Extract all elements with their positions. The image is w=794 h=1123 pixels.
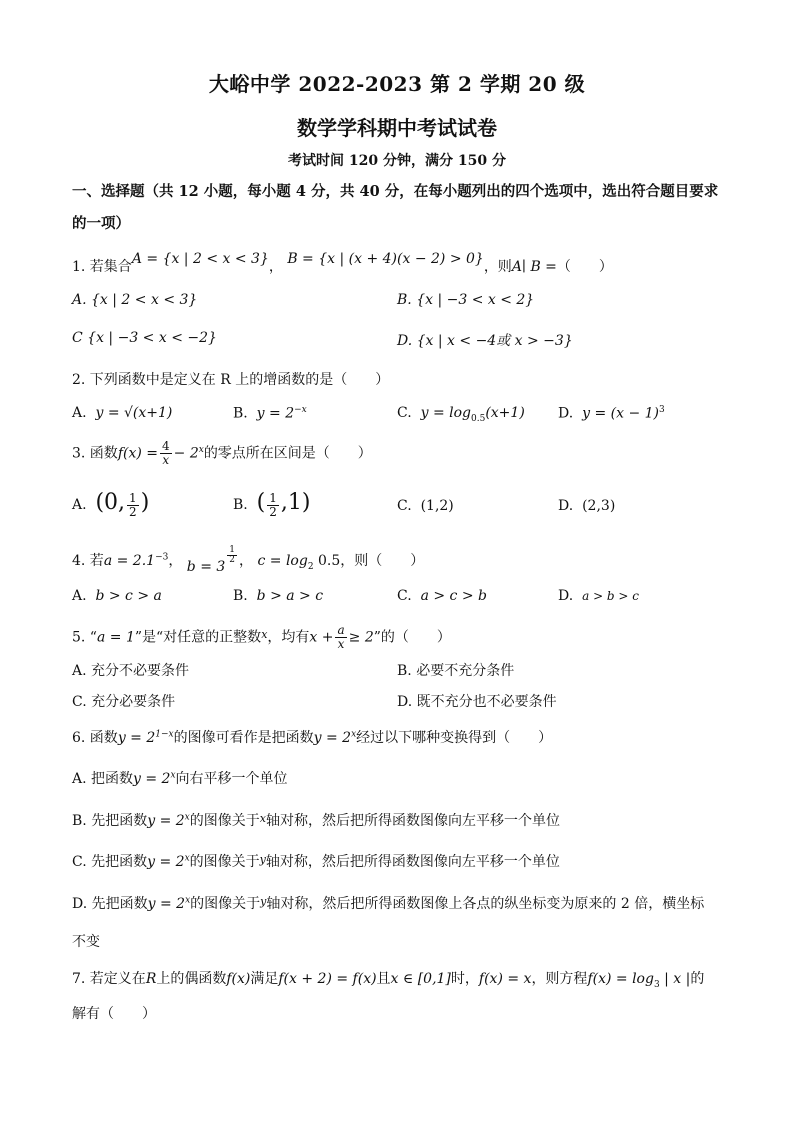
q3-a-den: 2 (129, 504, 137, 519)
q6-f2-exp: x (351, 729, 357, 740)
q6-c-fn: y = 2 (147, 854, 185, 870)
q5-option-b: B. 必要不充分条件 (397, 663, 515, 679)
q4-option-b (233, 588, 323, 604)
q1-option-c: C {x | −3 < x < −2} (72, 330, 217, 346)
q6-b-fn-exp: x (184, 812, 190, 823)
q4-c-label: C. (397, 588, 412, 604)
q7-suffix: 的 (690, 971, 705, 987)
q1-option-a: A. {x | 2 < x < 3} (72, 292, 198, 308)
q4-d-label: D. (558, 588, 574, 604)
q5-ineq-pre: x + (309, 629, 334, 646)
q3-option-b (233, 490, 310, 519)
q6-c-axis: y (259, 853, 266, 866)
question-2: 2. 下列函数中是定义在 R 上的增函数的是（ ） (72, 372, 390, 388)
q7-eq1: f(x + 2) = f(x) (278, 971, 377, 987)
q3-c-expr: (1,2) (420, 498, 454, 514)
question-1 (72, 251, 613, 276)
q6-d-fn-exp: x (185, 895, 191, 906)
q3-option-a (72, 490, 149, 519)
q2-option-c (397, 405, 525, 424)
q6-b-pre: B. 先把函数 (72, 813, 148, 829)
question-3 (72, 440, 372, 467)
q6-b-tail: 轴对称，然后把所得函数图像向左平移一个单位 (265, 813, 560, 829)
q3-a-close: ) (140, 490, 150, 515)
q7-mid4: 时， (450, 971, 479, 987)
q1-paren: （ ） (556, 259, 613, 275)
q5-fraction (335, 624, 346, 651)
q4-a-expr: b > c > a (95, 588, 162, 604)
q4-d-expr: a > b > c (582, 589, 640, 603)
q5-den: x (337, 637, 345, 651)
q6-c-pre: C. 先把函数 (72, 854, 148, 870)
q4-c-sub: 2 (307, 561, 314, 572)
q7-cond: x ∈ [0,1] (390, 971, 451, 987)
q7-eq3-tail: | x | (659, 971, 691, 987)
q4-b-num: 1 (229, 544, 236, 555)
q6-b-axis: x (259, 812, 266, 825)
q4-option-a (72, 588, 162, 604)
q3-suffix: 的零点所在区间是（ ） (203, 445, 372, 462)
q3-fraction (160, 440, 172, 467)
q4-c-expr: a > c > b (420, 588, 487, 604)
q3-b-num: 1 (269, 490, 277, 505)
q4-option-d (558, 588, 639, 604)
q6-prefix: 6. 函数 (72, 730, 118, 746)
q3-minus: − 2 (173, 445, 199, 462)
q3-a-num: 1 (129, 490, 137, 505)
q6-a-fn-exp: x (170, 770, 176, 781)
question-5 (72, 624, 451, 651)
q5-prefix: 5. “ (72, 629, 97, 646)
q3-b-den: 2 (269, 504, 277, 519)
q2-option-d (558, 405, 665, 422)
q1-option-b: B. {x | −3 < x < 2} (397, 292, 535, 308)
q6-option-d (72, 893, 704, 913)
q5-option-a: A. 充分不必要条件 (72, 663, 190, 679)
q3-num: 4 (162, 439, 170, 453)
q6-d-post: 的图像关于 (190, 896, 261, 912)
q6-option-c (72, 851, 560, 871)
q6-a-post: 向右平移一个单位 (175, 771, 288, 787)
q2-b-label: B. (233, 405, 248, 422)
q7-mid5: ，则方程 (531, 971, 588, 987)
q3-option-d (558, 498, 615, 514)
question-4: 4. 若$a = 2.1^{-3}$， b = 3 $\frac{1}{2}$ ， $c = \log_2 0.5$，则（ ） (72, 544, 425, 575)
q5-ineq-post: ≥ 2 (348, 629, 374, 646)
q7-prefix: 7. 若定义在 (72, 971, 146, 987)
q7-fx: f(x) (226, 971, 251, 987)
q6-suffix: 经过以下哪种变换得到（ ） (356, 730, 553, 746)
q6-mid: 的图像可看作是把函数 (173, 730, 314, 746)
q3-exp: x (198, 444, 204, 455)
q2-option-b (233, 405, 307, 422)
exam-subject: 数学学科期中考试试卷 (297, 116, 497, 140)
q6-c-tail: 轴对称，然后把所得函数图像向左平移一个单位 (265, 854, 560, 870)
question-7-cont: 解有（ ） (72, 1006, 156, 1022)
q6-b-post: 的图像关于 (189, 813, 260, 829)
q5-option-d: D. 既不充分也不必要条件 (397, 694, 557, 710)
q5-suffix: ”的（ ） (373, 629, 451, 646)
q6-a-pre: A. 把函数 (72, 771, 134, 787)
q6-option-a (72, 768, 288, 788)
q5-var: x (261, 627, 268, 641)
q4-c-tail: 0.5 (313, 553, 341, 569)
exam-title: 大峪中学 2022-2023 第 2 学期 20 级 (208, 72, 586, 96)
q2-c-sub: 0.5 (471, 413, 486, 424)
q6-f2: y = 2 (313, 730, 352, 746)
q4-option-c (397, 588, 487, 604)
q1-prefix: 1. 若集合 (72, 259, 132, 275)
q3-b-frac (267, 492, 279, 519)
q6-f1: y = 2 (117, 730, 156, 746)
q7-eq3: f(x) = log (587, 971, 654, 987)
q3-a-label: A. (72, 497, 87, 513)
q3-prefix: 3. 函数 (72, 445, 118, 462)
q6-d-axis: y (260, 895, 267, 908)
q5-cond: a = 1 (96, 629, 135, 646)
q2-c-label: C. (397, 405, 412, 421)
q6-b-fn: y = 2 (147, 813, 185, 829)
q6-f1-exp: 1−x (155, 729, 174, 740)
q6-a-fn: y = 2 (133, 771, 171, 787)
q7-r: R (145, 971, 157, 987)
q1-set-b: B = {x | (x + 4)(x − 2) > 0} (287, 251, 484, 267)
q4-a: a = 2.1 (103, 553, 156, 569)
q6-c-fn-exp: x (184, 853, 190, 864)
q3-b-close: ,1) (280, 490, 311, 515)
q1-expr: A∣ B = (511, 259, 557, 275)
q6-c-post: 的图像关于 (189, 854, 260, 870)
q7-eq2: f(x) = x (478, 971, 532, 987)
q4-b-den: 2 (229, 554, 236, 565)
q4-b-label: B. (233, 588, 248, 604)
q2-c-expr: y = log (420, 405, 471, 421)
q4-suffix: ，则（ ） (340, 553, 425, 569)
q4-b: b = 3 (186, 559, 226, 575)
q7-mid3: 且 (376, 971, 391, 987)
q4-b-exp (227, 546, 237, 565)
q2-d-label: D. (558, 405, 574, 422)
q2-d-exp: 3 (659, 405, 665, 415)
q7-mid2: 满足 (250, 971, 279, 987)
q1-option-d: D. {x | x < −4或 x > −3} (397, 333, 573, 349)
q7-eq3-sub: 3 (653, 979, 660, 990)
q3-den: x (162, 453, 170, 467)
q7-mid1: 上的偶函数 (156, 971, 227, 987)
q3-c-label: C. (397, 498, 412, 514)
question-6 (72, 727, 552, 747)
q6-option-b (72, 810, 560, 830)
q6-option-d-cont: 不变 (72, 934, 100, 950)
q3-fx: f(x) = (117, 445, 158, 462)
q1-set-a: A = {x | 2 < x < 3} (131, 251, 269, 267)
q2-option-a (72, 405, 172, 421)
q6-d-tail: 轴对称，然后把所得函数图像上各点的纵坐标变为原来的 2 倍，横坐标 (266, 896, 705, 912)
q2-a-expr: y = √(x+1) (95, 405, 173, 421)
question-7 (72, 968, 704, 990)
q5-option-c: C. 充分必要条件 (72, 694, 176, 710)
q1-then: ，则 (483, 259, 512, 275)
q3-a-frac (127, 492, 139, 519)
q2-b-expr: y = 2 (256, 405, 295, 422)
q4-a-exp: −3 (155, 552, 169, 563)
q6-d-pre: D. 先把函数 (72, 896, 148, 912)
q4-prefix: 4. 若 (72, 553, 104, 569)
q4-a-label: A. (72, 588, 87, 604)
q5-mid2: ，均有 (267, 629, 310, 646)
q3-b-label: B. (233, 497, 248, 513)
q3-b-open: ( (256, 490, 266, 515)
q1-sep: ， (268, 259, 283, 275)
q2-d-expr: y = (x − 1) (582, 405, 659, 422)
section-heading: 一、选择题（共 12 小题，每小题 4 分，共 40 分，在每小题列出的四个选项中，选出符合题目要求的一项） (72, 183, 719, 232)
q3-d-label: D. (558, 498, 574, 514)
q2-a-label: A. (72, 405, 87, 421)
q2-c-tail: (x+1) (485, 405, 525, 421)
q4-c: c = log (257, 553, 308, 569)
q5-mid: ”是“对任意的正整数 (134, 629, 262, 646)
q3-option-c (397, 498, 454, 514)
exam-info: 考试时间 120 分钟，满分 150 分 (288, 153, 506, 169)
q4-b-expr: b > a > c (256, 588, 324, 604)
q3-a-open: (0, (95, 490, 126, 515)
q2-b-exp: −x (294, 405, 307, 415)
q6-d-fn: y = 2 (147, 896, 186, 912)
q5-num: a (337, 623, 345, 637)
q3-d-expr: (2,3) (582, 498, 616, 514)
